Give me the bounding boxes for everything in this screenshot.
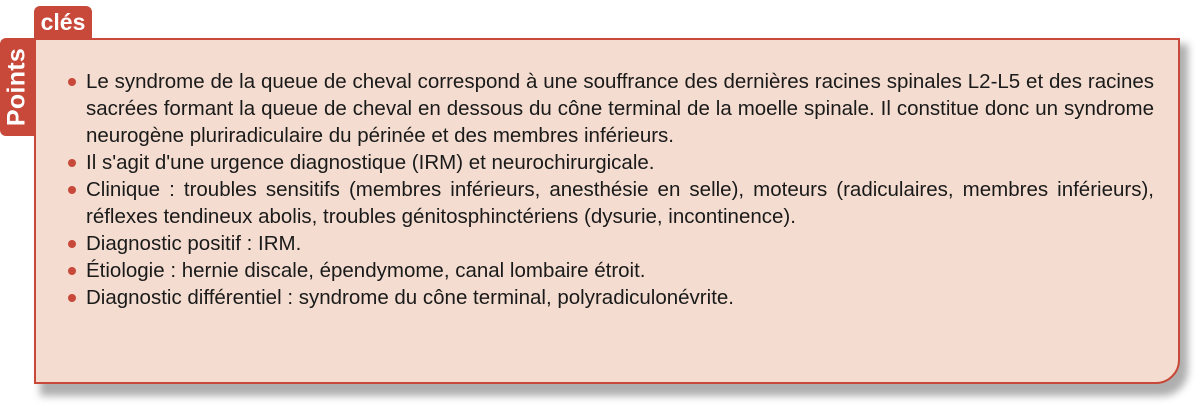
list-item: Il s'agit d'une urgence diagnostique (IRM) et neurochirurgicale. (64, 149, 1154, 176)
cles-tab-label: clés (40, 9, 86, 35)
list-item: Étiologie : hernie discale, épendymome, canal lombaire étroit. (64, 257, 1154, 284)
list-item: Le syndrome de la queue de cheval correspond à une souffrance des dernières racines spinales L2-L5 et des racines sacrées formant la queue de cheval en dessous du cône terminal de la moelle spinale. Il constitue donc un syndrome neurogène pluriradiculaire du périnée et des membres inférieurs. (64, 68, 1154, 149)
list-item: Diagnostic différentiel : syndrome du cône terminal, polyradiculonévrite. (64, 284, 1154, 311)
cles-tab (34, 6, 92, 38)
list-item: Diagnostic positif : IRM. (64, 230, 1154, 257)
list-item: Clinique : troubles sensitifs (membres inférieurs, anesthésie en selle), moteurs (radiculaires, membres inférieurs), réflexes tendineux abolis, troubles génitosphinctériens (dysurie, incontinence). (64, 176, 1154, 230)
key-points-list (64, 68, 1154, 311)
points-tab-label: Points (2, 47, 31, 127)
points-tab (0, 38, 34, 136)
